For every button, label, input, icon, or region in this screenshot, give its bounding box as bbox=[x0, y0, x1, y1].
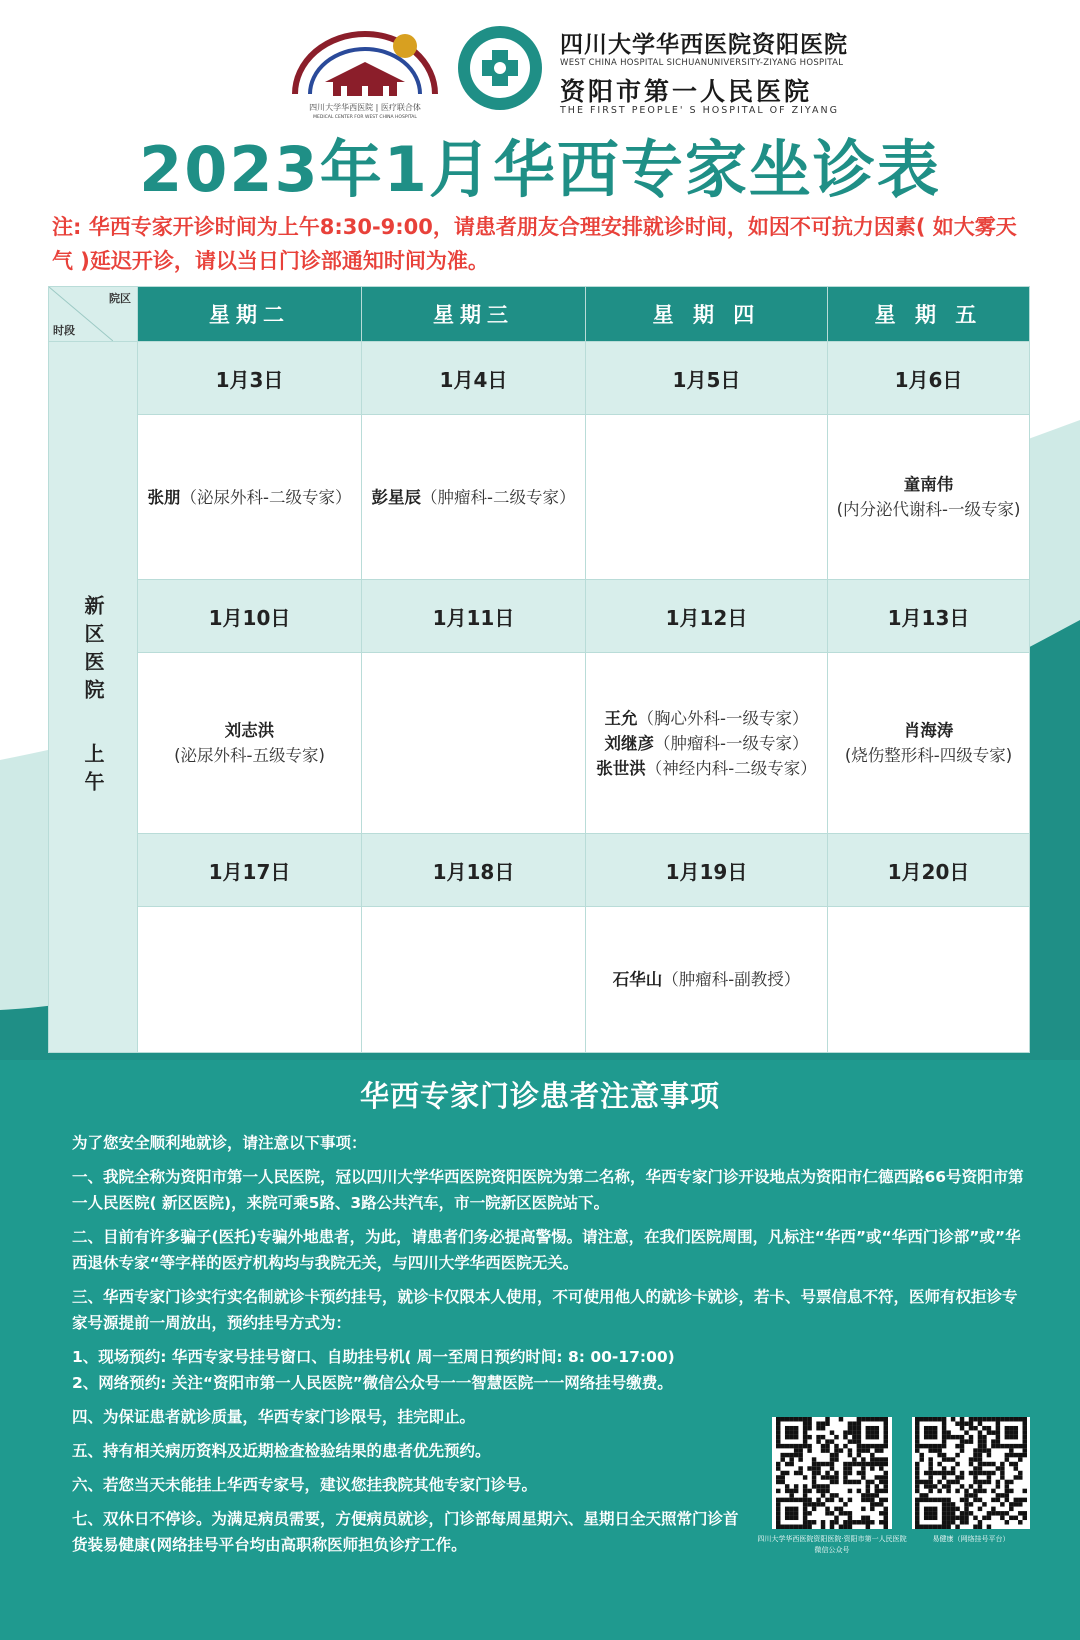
corner-label-campus: 院区 bbox=[109, 292, 131, 305]
doctor-department: （泌尿外科-二级专家） bbox=[180, 487, 352, 507]
doctor-cell bbox=[585, 415, 827, 580]
doctor-entry bbox=[138, 485, 361, 510]
day-header: 星 期 四 bbox=[585, 287, 827, 342]
doctor-cell bbox=[138, 415, 362, 580]
day-header: 星期二 bbox=[138, 287, 362, 342]
note-item: 二、目前有许多骗子(医托)专骗外地患者，为此，请患者们务必提高警惕。请注意，在我们医院周围，凡标注“华西”或“华西门诊部”或”华西退休专家“等字样的医疗机构均与我院无关，与四川大学华西医院无关。 bbox=[72, 1228, 1021, 1272]
qr-pattern bbox=[912, 1417, 1030, 1529]
doctor-entry bbox=[586, 967, 827, 992]
doctor-name: 刘继彦 bbox=[604, 733, 654, 753]
doctor-row bbox=[49, 415, 1030, 580]
campus-period-label bbox=[49, 342, 138, 1053]
doctor-cell bbox=[361, 415, 585, 580]
qr-pattern bbox=[772, 1417, 892, 1529]
doctor-name: 王允 bbox=[604, 708, 638, 728]
doctor-cell bbox=[361, 907, 585, 1053]
hospital-name-en: WEST CHINA HOSPITAL SICHUANUNIVERSITY-ZIYANG HOSPITAL bbox=[560, 58, 844, 68]
doctor-department: （胸心外科-一级专家） bbox=[637, 708, 809, 728]
date-row bbox=[49, 834, 1030, 907]
notes-intro: 为了您安全顺利地就诊，请注意以下事项： bbox=[72, 1134, 367, 1152]
doctor-name: 彭星辰 bbox=[371, 487, 421, 507]
date-cell: 1月20日 bbox=[827, 834, 1029, 907]
table-corner bbox=[49, 287, 138, 342]
doctor-department: (内分泌代谢科-一级专家) bbox=[836, 500, 1021, 519]
doctor-name: 张朋 bbox=[147, 487, 181, 507]
hospital-emblem-logo bbox=[456, 24, 544, 112]
date-cell: 1月13日 bbox=[827, 580, 1029, 653]
doctor-name: 刘志洪 bbox=[224, 721, 275, 740]
doctor-department: （肿瘤科-副教授） bbox=[662, 970, 801, 989]
svg-text:MEDICAL CENTER FOR WEST CHINA: MEDICAL CENTER FOR WEST CHINA HOSPITAL bbox=[313, 115, 417, 119]
date-row bbox=[49, 580, 1030, 653]
opening-time-notice: 注: 华西专家开诊时间为上午8:30-9:00，请患者朋友合理安排就诊时间，如因不可抗力因素( 如大雾天气 )延迟开诊，请以当日门诊部通知时间为准。 bbox=[52, 215, 1017, 273]
doctor-row bbox=[49, 653, 1030, 834]
doctor-cell bbox=[827, 415, 1029, 580]
side-spacer bbox=[49, 707, 137, 743]
doctor-department: （神经内科-二级专家） bbox=[645, 758, 817, 778]
doctor-entry bbox=[586, 706, 827, 731]
date-cell: 1月12日 bbox=[585, 580, 827, 653]
qr-caption-wechat: 四川大学华西医院资阳医院·资阳市第一人民医院 微信公众号 bbox=[757, 1535, 907, 1554]
doctor-department: (泌尿外科-五级专家) bbox=[174, 746, 325, 765]
date-cell: 1月11日 bbox=[361, 580, 585, 653]
side-label-period: 上午 bbox=[81, 743, 105, 799]
doctor-entry bbox=[138, 718, 361, 768]
note-item: 六、若您当天未能挂上华西专家号，建议您挂我院其他专家门诊号。 bbox=[72, 1476, 538, 1494]
date-row bbox=[49, 342, 1030, 415]
date-cell: 1月3日 bbox=[138, 342, 362, 415]
schedule-table bbox=[48, 286, 1030, 1053]
doctor-department: （肿瘤科-一级专家） bbox=[653, 733, 809, 753]
doctor-cell bbox=[361, 653, 585, 834]
note-item: 四、为保证患者就诊质量，华西专家门诊限号，挂完即止。 bbox=[72, 1408, 476, 1426]
date-cell: 1月10日 bbox=[138, 580, 362, 653]
doctor-cell bbox=[827, 653, 1029, 834]
note-subitem: 1、现场预约: 华西专家号挂号窗口、自助挂号机( 周一至周日预约时间: 8: 00-17:00) bbox=[72, 1348, 675, 1366]
doctor-name: 童南伟 bbox=[903, 475, 954, 494]
hospital-name-cn-2: 资阳市第一人民医院 bbox=[560, 77, 813, 106]
hospital-name-en-2: THE FIRST PEOPLE' S HOSPITAL OF ZIYANG bbox=[560, 105, 839, 116]
hospital-name-cn: 四川大学华西医院资阳医院 bbox=[560, 32, 848, 58]
doctor-entry bbox=[828, 718, 1029, 768]
doctor-name: 石华山 bbox=[612, 970, 663, 989]
doctor-name: 肖海涛 bbox=[903, 721, 954, 740]
doctor-row bbox=[49, 907, 1030, 1053]
note-item: 七、双休日不停诊。为满足病员需要，方便病员就诊，门诊部每周星期六、星期日全天照常门诊首货装易健康(网络挂号平台均由高职称医师担负诊疗工作。 bbox=[72, 1510, 739, 1554]
doctor-entry bbox=[586, 731, 827, 756]
doctor-name: 张世洪 bbox=[596, 758, 646, 778]
note-subitem: 2、网络预约: 关注“资阳市第一人民医院”微信公众号一一智慧医院一一网络挂号缴费。 bbox=[72, 1374, 673, 1392]
doctor-entry bbox=[362, 485, 585, 510]
doctor-cell bbox=[138, 907, 362, 1053]
wechat-qr-code bbox=[772, 1417, 892, 1529]
date-cell: 1月5日 bbox=[585, 342, 827, 415]
date-cell: 1月18日 bbox=[361, 834, 585, 907]
yijiankang-qr-code bbox=[912, 1417, 1030, 1529]
note-item: 五、持有相关病历资料及近期检查检验结果的患者优先预约。 bbox=[72, 1442, 491, 1460]
note-item: 三、华西专家门诊实行实名制就诊卡预约挂号，就诊卡仅限本人使用，不可使用他人的就诊卡就诊，若卡、号票信息不符，医师有权拒诊专家号源提前一周放出，预约挂号方式为： bbox=[72, 1288, 1018, 1332]
notes-title: 华西专家门诊患者注意事项 bbox=[359, 1079, 720, 1113]
doctor-cell bbox=[585, 653, 827, 834]
svg-text:四川大学华西医院 | 医疗联合体: 四川大学华西医院 | 医疗联合体 bbox=[309, 103, 421, 112]
medical-consortium-logo bbox=[285, 24, 445, 119]
qr-caption-platform: 易健康（网络挂号平台） bbox=[932, 1535, 1010, 1543]
date-cell: 1月19日 bbox=[585, 834, 827, 907]
doctor-entry bbox=[586, 756, 827, 781]
page-title: 2023年1月华西专家坐诊表 bbox=[139, 133, 941, 206]
header bbox=[0, 18, 1080, 118]
date-cell: 1月4日 bbox=[361, 342, 585, 415]
doctor-cell bbox=[138, 653, 362, 834]
day-header: 星 期 五 bbox=[827, 287, 1029, 342]
day-header: 星期三 bbox=[361, 287, 585, 342]
note-item: 一、我院全称为资阳市第一人民医院，冠以四川大学华西医院资阳医院为第二名称，华西专家门诊开设地点为资阳市仁德西路66号资阳市第一人民医院( 新区医院)，来院可乘5路、3路公共汽车，市一院新区医院站下。 bbox=[72, 1168, 1024, 1212]
side-label-campus: 新区医院 bbox=[81, 595, 105, 707]
doctor-cell bbox=[585, 907, 827, 1053]
corner-label-period: 时段 bbox=[53, 324, 75, 337]
doctor-entry bbox=[828, 472, 1029, 522]
doctor-department: （肿瘤科-二级专家） bbox=[420, 487, 576, 507]
date-cell: 1月17日 bbox=[138, 834, 362, 907]
doctor-cell bbox=[827, 907, 1029, 1053]
doctor-department: (烧伤整形科-四级专家) bbox=[844, 746, 1013, 765]
date-cell: 1月6日 bbox=[827, 342, 1029, 415]
